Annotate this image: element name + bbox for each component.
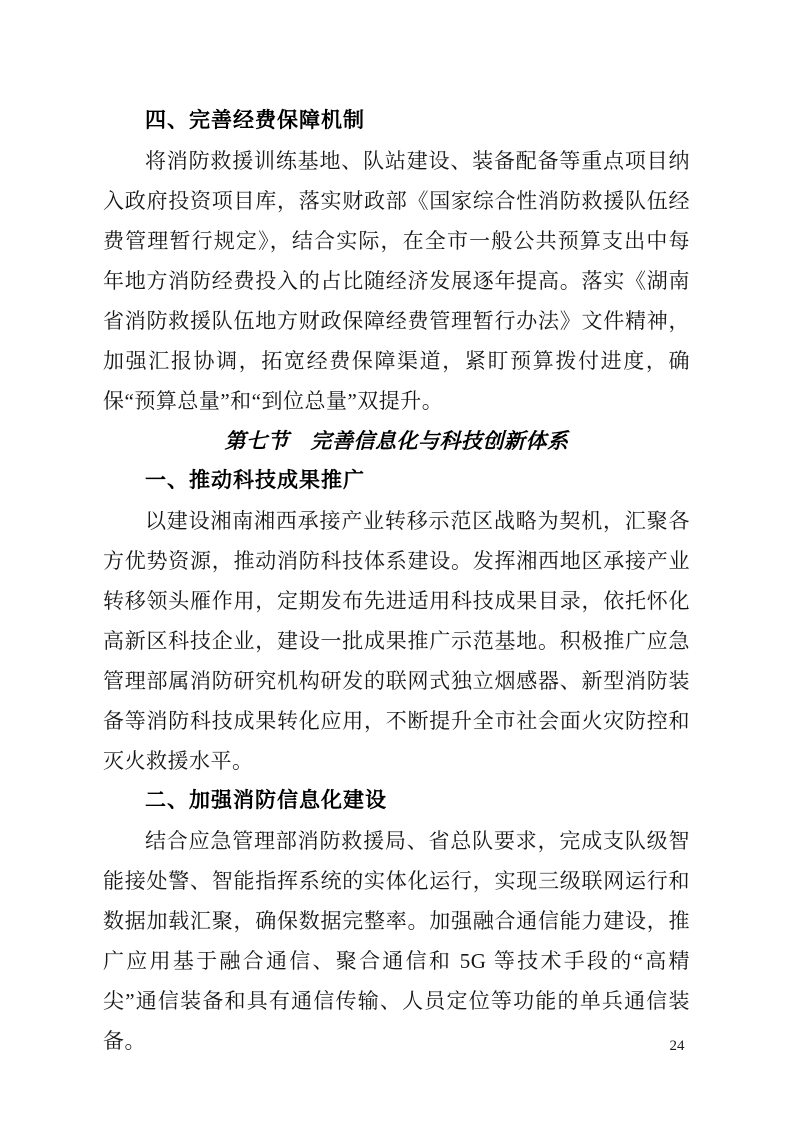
page-content — [103, 101, 690, 1061]
paragraph-funding-guarantee: 将消防救援训练基地、队站建设、装备配备等重点项目纳入政府投资项目库，落实财政部《国家综合性消防救援队伍经费管理暂行规定》，结合实际，在全市一般公共预算支出中每年地方消防经费投入的占比随经济发展逐年提高。落实《湖南省消防救援队伍地方财政保障经费管理暂行办法》文件精神，加强汇报协调，拓宽经费保障渠道，紧盯预算拨付进度，确保“预算总量”和“到位总量”双提升。 — [103, 149, 690, 413]
page-number: 24 — [669, 1038, 685, 1054]
heading-tech-achievement-promotion: 一、推动科技成果推广 — [145, 469, 365, 492]
paragraph-tech-achievement-promotion: 以建设湘南湘西承接产业转移示范区战略为契机，汇聚各方优势资源，推动消防科技体系建设。发挥湘西地区承接产业转移领头雁作用，定期发布先进适用科技成果目录，依托怀化高新区科技企业，建设一批成果推广示范基地。积极推广应急管理部属消防研究机构研发的联网式独立烟感器、新型消防装备等消防科技成果转化应用，不断提升全市社会面火灾防控和灭火救援水平。 — [103, 509, 690, 773]
section-title-informatization-innovation: 第七节 完善信息化与科技创新体系 — [224, 429, 569, 453]
paragraph-fire-informatization: 结合应急管理部消防救援局、省总队要求，完成支队级智能接处警、智能指挥系统的实体化运行，实现三级联网运行和数据加载汇聚，确保数据完整率。加强融合通信能力建设，推广应用基于融合通信、聚合通信和 5G 等技术手段的“高精尖”通信装备和具有通信传输、人员定位等功能的单兵通信装备。 — [103, 829, 690, 1053]
heading-funding-guarantee: 四、完善经费保障机制 — [145, 109, 365, 132]
heading-fire-informatization: 二、加强消防信息化建设 — [145, 789, 387, 812]
